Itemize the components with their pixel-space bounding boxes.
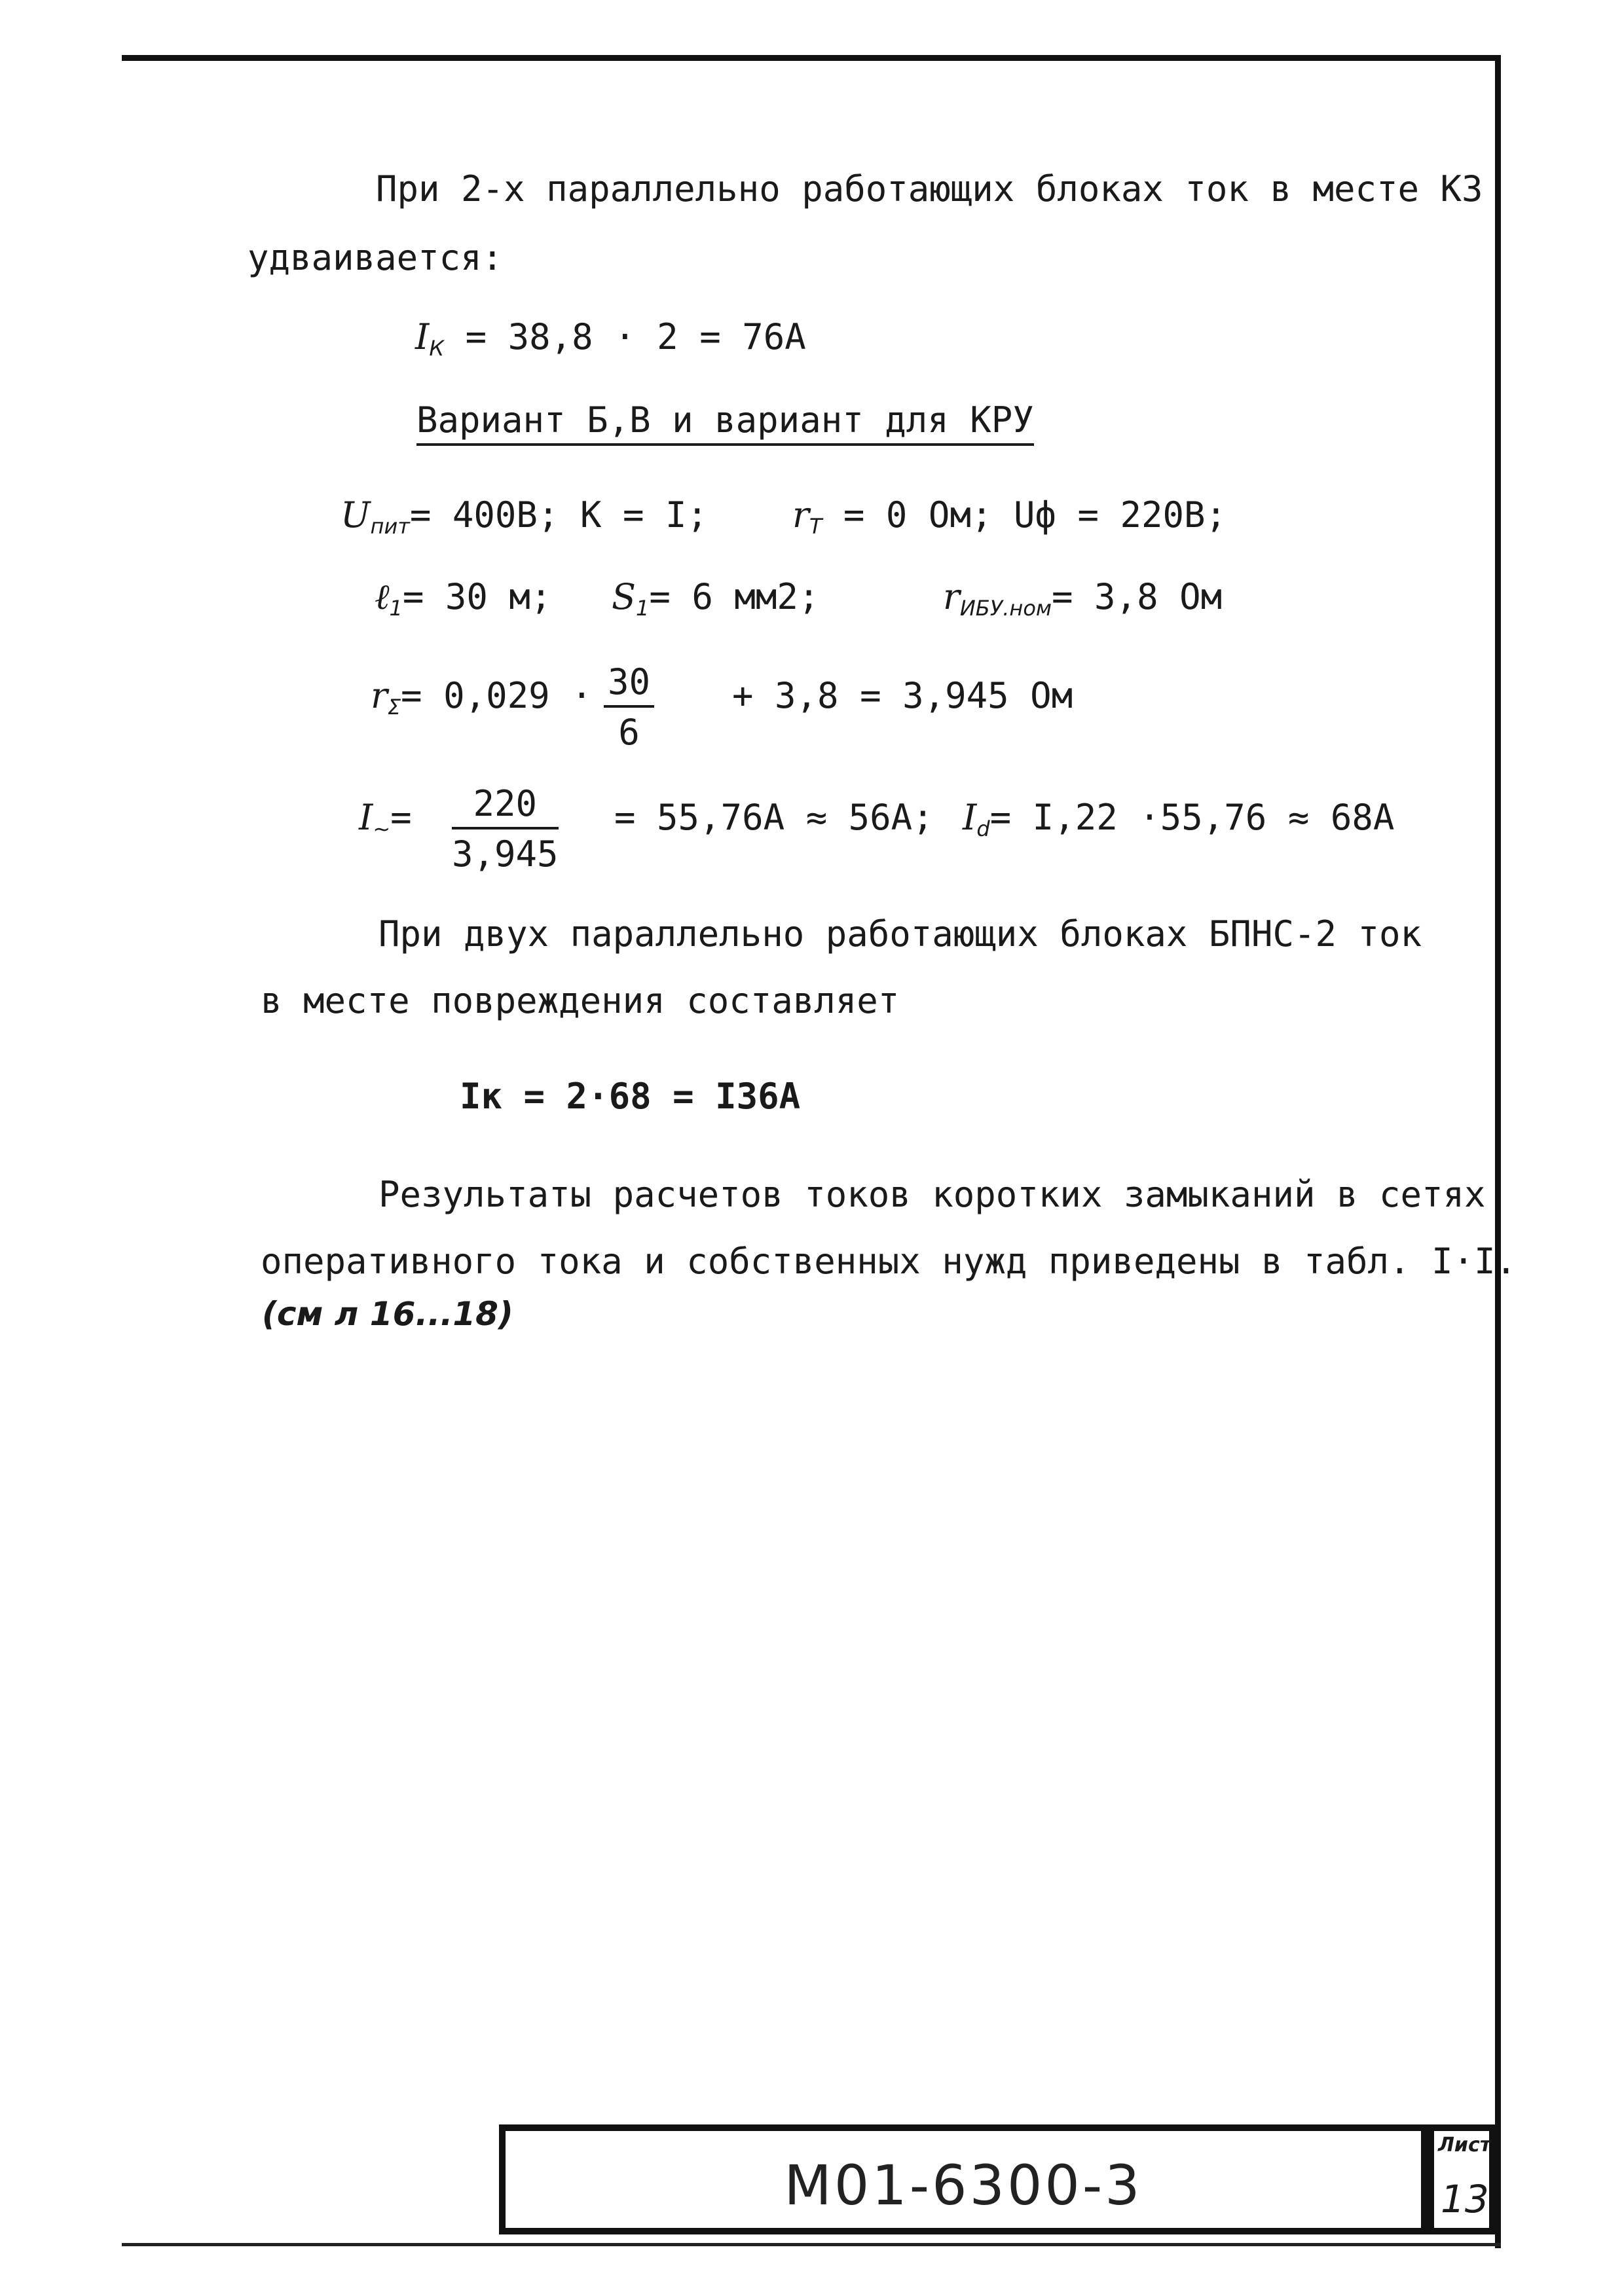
symbol-rsum: r bbox=[371, 675, 388, 716]
formula-s1-rest: = 6 мм2; bbox=[649, 576, 820, 617]
sheet-number: 13 bbox=[1441, 2177, 1489, 2221]
sheet-label: Лист bbox=[1438, 2134, 1492, 2157]
formula-id-rest: = I,22 ·55,76 ≈ 68А bbox=[989, 797, 1395, 838]
formula-i-ac-left bbox=[359, 797, 412, 841]
symbol-ik: I bbox=[415, 316, 430, 357]
symbol-rsum-sub: Σ bbox=[387, 695, 401, 720]
paragraph-3-line-1: Результаты расчетов токов коротких замыканий в сетях bbox=[378, 1174, 1486, 1215]
document-code-box bbox=[499, 2124, 1428, 2234]
symbol-u-sub: пит bbox=[370, 514, 410, 539]
formula-rsum-a: = 0,029 · bbox=[401, 675, 593, 716]
text-line-1: При 2-х параллельно работающих блоках ток в месте КЗ bbox=[376, 168, 1483, 210]
symbol-i: I bbox=[359, 797, 373, 838]
text-line-2: удваивается: bbox=[248, 237, 504, 278]
symbol-id: I bbox=[963, 797, 977, 838]
formula-i-eq: = bbox=[390, 797, 412, 838]
formula-upit-rest: = 400В; К = I; bbox=[409, 494, 709, 536]
formula-upit bbox=[341, 494, 709, 539]
formula-ik-total: Iк = 2·68 = I36А bbox=[460, 1076, 801, 1117]
symbol-l: ℓ bbox=[375, 576, 390, 617]
frame-right-border bbox=[1495, 55, 1501, 2248]
fraction-220-num: 220 bbox=[452, 783, 559, 829]
document-code: М01-6300-3 bbox=[784, 2153, 1143, 2217]
handwritten-note: (см л 16...18) bbox=[262, 1295, 513, 1333]
frame-bottom-border bbox=[122, 2243, 1501, 2246]
symbol-l-sub: 1 bbox=[389, 596, 403, 621]
formula-rnom bbox=[943, 576, 1223, 621]
formula-rnom-rest: = 3,8 Ом bbox=[1052, 576, 1223, 617]
fraction-30-6-num: 30 bbox=[604, 661, 654, 708]
formula-rt-rest: = 0 Ом; Uф = 220В; bbox=[822, 494, 1227, 536]
frame-top-border bbox=[122, 55, 1501, 61]
symbol-rnom: r bbox=[943, 576, 960, 617]
fraction-30-6 bbox=[604, 661, 654, 753]
symbol-id-sub: d bbox=[976, 816, 990, 841]
symbol-i-sub: ∼ bbox=[373, 816, 391, 841]
symbol-s: S bbox=[612, 576, 636, 617]
formula-l1 bbox=[375, 576, 552, 621]
paragraph-2-line-2: в месте повреждения составляет bbox=[261, 980, 900, 1021]
formula-i-ac-result: = 55,76А ≈ 56А; bbox=[614, 797, 934, 838]
fraction-30-6-den: 6 bbox=[618, 712, 640, 753]
formula-ik-rest: = 38,8 · 2 = 76А bbox=[444, 316, 806, 357]
symbol-s-sub: 1 bbox=[636, 596, 650, 621]
symbol-ik-sub: К bbox=[429, 336, 445, 361]
formula-s1 bbox=[612, 576, 820, 621]
formula-ik bbox=[415, 316, 806, 361]
paragraph-2-line-1: При двух параллельно работающих блоках БПНС-2 ток bbox=[378, 913, 1422, 955]
sheet-number-box bbox=[1428, 2124, 1496, 2234]
fraction-220-3945 bbox=[452, 783, 559, 875]
formula-rt bbox=[792, 494, 1227, 539]
fraction-220-den: 3,945 bbox=[452, 833, 559, 875]
formula-l1-rest: = 30 м; bbox=[402, 576, 552, 617]
paragraph-3-line-2: оперативного тока и собственных нужд приведены в табл. I·I. bbox=[261, 1241, 1517, 1282]
formula-rsum-right: + 3,8 = 3,945 Ом bbox=[732, 675, 1073, 716]
section-heading: Вариант Б,В и вариант для КРУ bbox=[416, 403, 1034, 446]
symbol-rnom-sub: ИБУ.ном bbox=[959, 596, 1052, 621]
symbol-u: U bbox=[341, 494, 371, 536]
formula-rsum-left bbox=[371, 675, 593, 720]
symbol-r: r bbox=[792, 494, 809, 536]
formula-id bbox=[963, 797, 1395, 841]
symbol-r-sub: Т bbox=[809, 514, 822, 539]
